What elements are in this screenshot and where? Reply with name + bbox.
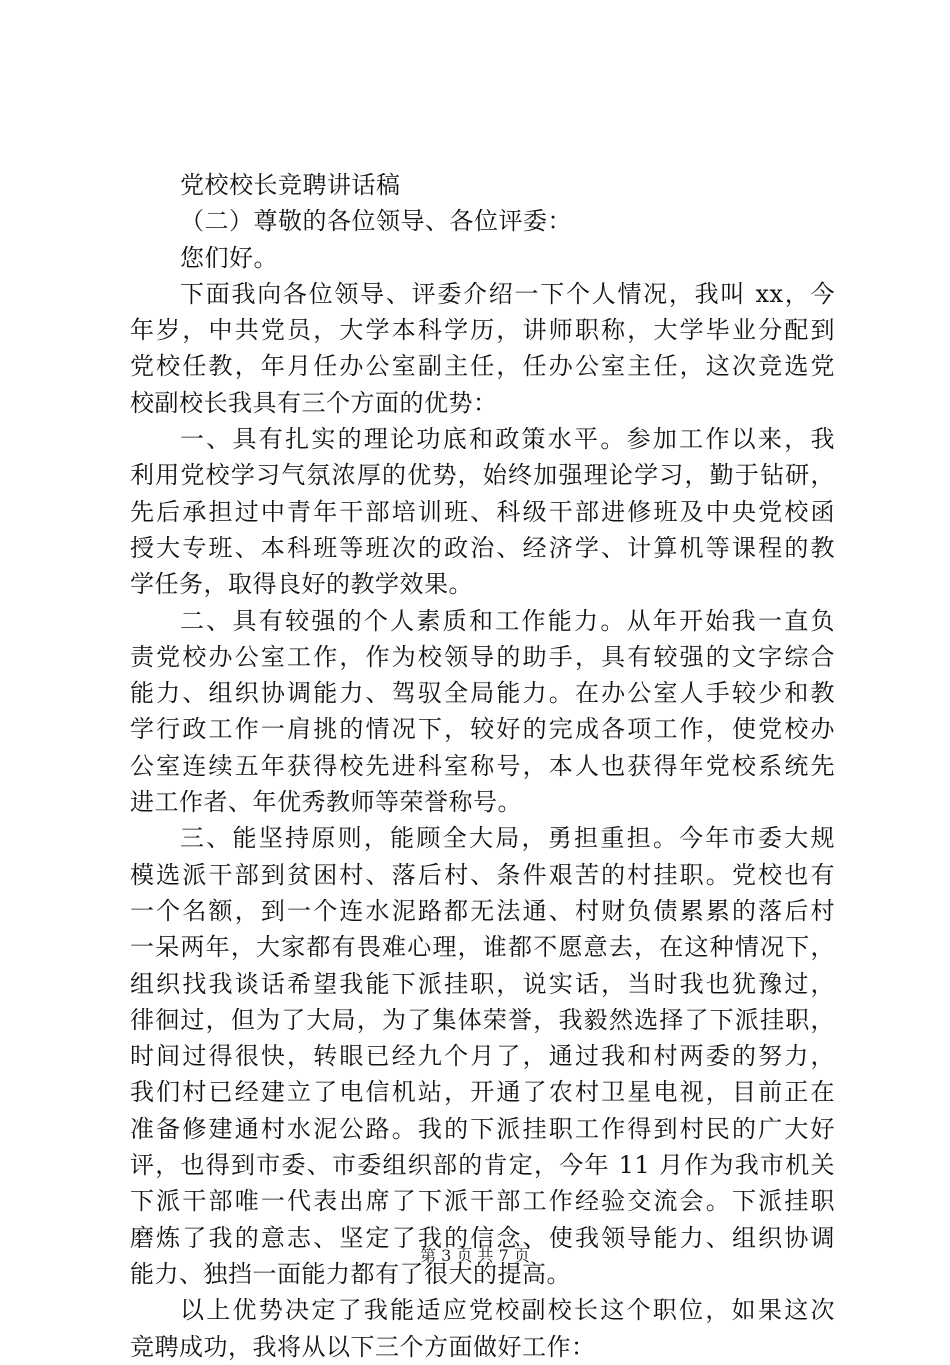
text-line: 先后承担过中青年干部培训班、科级干部进修班及中央党校函: [130, 497, 835, 526]
text-line: 一、具有扎实的理论功底和政策水平。参加工作以来，我: [180, 425, 835, 454]
text-line: 责党校办公室工作，作为校领导的助手，具有较强的文字综合: [130, 642, 835, 671]
text-line: 进工作者、年优秀教师等荣誉称号。: [130, 788, 522, 817]
greeting-line: 您们好。: [180, 243, 278, 272]
document-title: 党校校长竞聘讲话稿: [180, 171, 401, 199]
text-line: 利用党校学习气氛浓厚的优势，始终加强理论学习，勤于钻研，: [130, 461, 835, 490]
text-line: 我们村已经建立了电信机站，开通了农村卫星电视，目前正在: [130, 1078, 835, 1107]
text-line: 校副校长我具有三个方面的优势：: [130, 388, 498, 417]
text-line: 公室连续五年获得校先进科室称号，本人也获得年党校系统先: [130, 751, 835, 780]
salutation-line: （二）尊敬的各位领导、各位评委：: [180, 207, 572, 236]
text-line: 能力、组织协调能力、驾驭全局能力。在办公室人手较少和教: [130, 679, 835, 708]
text-line: 组织找我谈话希望我能下派挂职，说实话，当时我也犹豫过，: [130, 969, 835, 998]
text-line: 评，也得到市委、市委组织部的肯定，今年 11 月作为我市机关: [130, 1151, 835, 1180]
text-line: 以上优势决定了我能适应党校副校长这个职位，如果这次: [180, 1296, 835, 1325]
text-line: 下面我向各位领导、评委介绍一下个人情况，我叫 xx，今: [180, 279, 835, 308]
text-line: 党校任教，年月任办公室副主任，任办公室主任，这次竞选党: [130, 352, 835, 381]
text-line: 二、具有较强的个人素质和工作能力。从年开始我一直负: [180, 606, 835, 635]
text-line: 磨炼了我的意志、坚定了我的信念、使我领导能力、组织协调: [130, 1223, 835, 1252]
document-body: [130, 167, 835, 1365]
text-line: 时间过得很快，转眼已经九个月了，通过我和村两委的努力，: [130, 1042, 835, 1071]
text-line: 下派干部唯一代表出席了下派干部工作经验交流会。下派挂职: [130, 1187, 835, 1216]
page-number: 第 3 页 共 7 页: [420, 1246, 530, 1265]
text-line: 学行政工作一肩挑的情况下，较好的完成各项工作，使党校办: [130, 715, 835, 744]
text-line: 准备修建通村水泥公路。我的下派挂职工作得到村民的广大好: [130, 1114, 835, 1143]
text-line: 能力、独挡一面能力都有了很大的提高。: [130, 1259, 571, 1288]
text-line: 授大专班、本科班等班次的政治、经济学、计算机等课程的教: [130, 533, 835, 562]
text-line: 三、能坚持原则，能顾全大局，勇担重担。今年市委大规: [180, 824, 835, 853]
text-line: 学任务，取得良好的教学效果。: [130, 570, 473, 599]
text-line: 一呆两年，大家都有畏难心理，谁都不愿意去，在这种情况下，: [130, 933, 835, 962]
text-line: 徘徊过，但为了大局，为了集体荣誉，我毅然选择了下派挂职，: [130, 1005, 835, 1034]
text-line: 竞聘成功，我将从以下三个方面做好工作：: [130, 1332, 596, 1361]
text-line: 模选派干部到贫困村、落后村、条件艰苦的村挂职。党校也有: [130, 860, 835, 889]
text-line: 年岁，中共党员，大学本科学历，讲师职称，大学毕业分配到: [130, 316, 835, 345]
text-line: 一个名额，到一个连水泥路都无法通、村财负债累累的落后村: [130, 896, 835, 925]
